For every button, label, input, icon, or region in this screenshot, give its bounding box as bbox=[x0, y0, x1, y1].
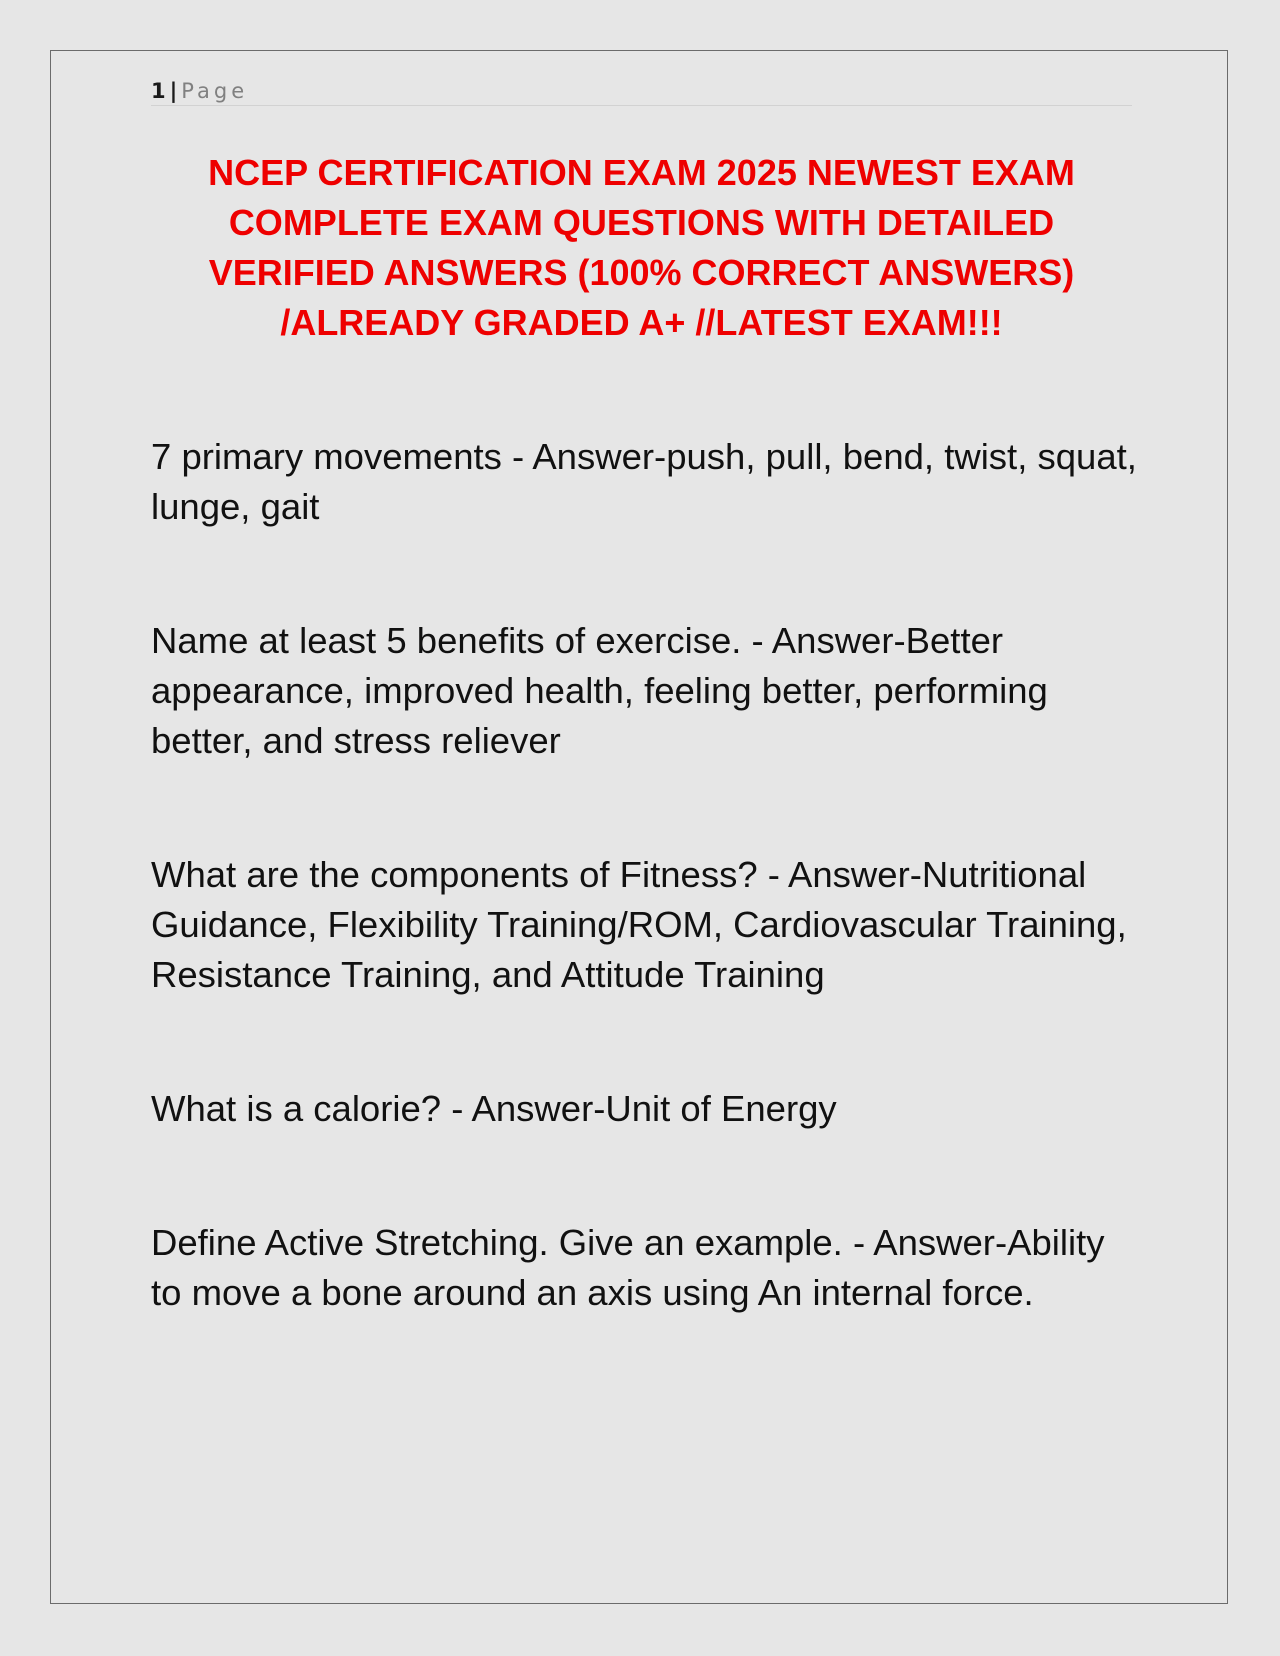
page-label: Page bbox=[181, 79, 249, 103]
page-header bbox=[151, 76, 1132, 106]
qa-item: Name at least 5 benefits of exercise. - Answer-Better appearance, improved health, feeling better, performing better, and stress reliever bbox=[151, 620, 1048, 761]
document-title: NCEP CERTIFICATION EXAM 2025 NEWEST EXAM COMPLETE EXAM QUESTIONS WITH DETAILED VERIFIED ANSWERS (100% CORRECT ANSWERS) /ALREADY GRADED A+ //LATEST EXAM!!! bbox=[208, 152, 1075, 343]
page-number: 1 bbox=[151, 79, 166, 103]
qa-item: 7 primary movements - Answer-push, pull, bend, twist, squat, lunge, gait bbox=[151, 436, 1137, 527]
qa-item: What is a calorie? - Answer-Unit of Energy bbox=[151, 1088, 837, 1129]
qa-item: What are the components of Fitness? - Answer-Nutritional Guidance, Flexibility Training/ROM, Cardiovascular Training, Resistance Training, and Attitude Training bbox=[151, 854, 1127, 995]
page-number-separator: | bbox=[169, 79, 178, 103]
qa-item: Define Active Stretching. Give an example. - Answer-Ability to move a bone around an axis using An internal force. bbox=[151, 1222, 1105, 1313]
